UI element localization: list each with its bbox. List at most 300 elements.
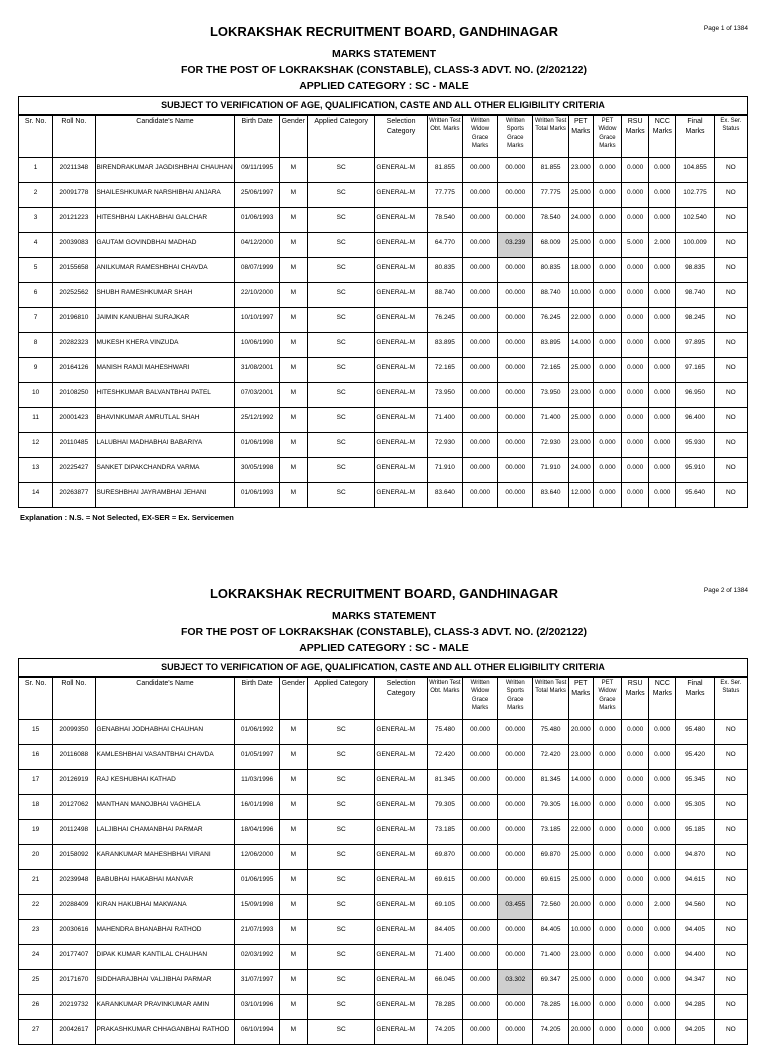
final-marks-cell: 98.835 <box>676 258 714 283</box>
final-marks-cell: 95.930 <box>676 433 714 458</box>
sr-no-cell: 20 <box>19 845 53 870</box>
pet-widow-grace-marks-cell: 0.000 <box>593 870 621 895</box>
written-test-obt-marks-cell: 77.775 <box>427 183 462 208</box>
roll-no-cell: 20001423 <box>53 408 95 433</box>
table-row <box>19 308 748 333</box>
rsu-marks-cell: 0.000 <box>622 258 649 283</box>
birth-date-cell: 01/06/1993 <box>235 483 279 508</box>
written-test-obt-marks-cell: 72.420 <box>427 745 462 770</box>
roll-no-cell: 20263877 <box>53 483 95 508</box>
pet-marks-cell: 25.000 <box>568 408 593 433</box>
header-written-widow-grace-marks: Written Widow Grace Marks <box>462 116 497 158</box>
ncc-marks-cell: 0.000 <box>649 845 676 870</box>
pet-widow-grace-marks-cell: 0.000 <box>593 845 621 870</box>
pet-widow-grace-marks-cell: 0.000 <box>593 383 621 408</box>
selection-category-cell: GENERAL-M <box>375 258 427 283</box>
gender-cell: M <box>279 945 307 970</box>
table-row <box>19 383 748 408</box>
written-test-total-marks-cell: 69.615 <box>533 870 568 895</box>
roll-no-cell: 20282323 <box>53 333 95 358</box>
header-written-test-obt-marks: Written Test Obt. Marks <box>427 116 462 158</box>
candidate-name-cell: SHAILESHKUMAR NARSHIBHAI ANJARA <box>95 183 235 208</box>
selection-category-cell: GENERAL-M <box>375 408 427 433</box>
ncc-marks-cell: 0.000 <box>649 408 676 433</box>
written-sports-grace-marks-cell: 00.000 <box>498 795 533 820</box>
final-marks-cell: 102.775 <box>676 183 714 208</box>
pet-widow-grace-marks-cell: 0.000 <box>593 208 621 233</box>
roll-no-cell: 20126919 <box>53 770 95 795</box>
ex-ser-status-cell: NO <box>714 233 747 258</box>
applied-category-cell: SC <box>307 795 374 820</box>
applied-category-cell: SC <box>307 720 374 745</box>
written-test-total-marks-cell: 81.345 <box>533 770 568 795</box>
header-written-test-total-marks: Written Test Total Marks <box>533 678 568 720</box>
pet-widow-grace-marks-cell: 0.000 <box>593 970 621 995</box>
roll-no-cell: 20288409 <box>53 895 95 920</box>
ncc-marks-cell: 0.000 <box>649 183 676 208</box>
written-sports-grace-marks-cell: 00.000 <box>498 408 533 433</box>
ex-ser-status-cell: NO <box>714 720 747 745</box>
final-marks-cell: 95.480 <box>676 720 714 745</box>
written-sports-grace-marks-cell: 00.000 <box>498 745 533 770</box>
written-widow-grace-marks-cell: 00.000 <box>462 970 497 995</box>
candidate-name-cell: BABUBHAI HAKABHAI MANVAR <box>95 870 235 895</box>
ex-ser-status-cell: NO <box>714 208 747 233</box>
written-widow-grace-marks-cell: 00.000 <box>462 383 497 408</box>
applied-category-cell: SC <box>307 1020 374 1045</box>
candidate-name-cell: SANKET DIPAKCHANDRA VARMA <box>95 458 235 483</box>
ex-ser-status-cell: NO <box>714 258 747 283</box>
gender-cell: M <box>279 158 307 183</box>
applied-category-cell: SC <box>307 745 374 770</box>
rsu-marks-cell: 5.000 <box>622 233 649 258</box>
gender-cell: M <box>279 258 307 283</box>
written-test-total-marks-cell: 84.405 <box>533 920 568 945</box>
gender-cell: M <box>279 233 307 258</box>
candidate-name-cell: KIRAN HAKUBHAI MAKWANA <box>95 895 235 920</box>
table-row <box>19 870 748 895</box>
applied-category-cell: SC <box>307 333 374 358</box>
ex-ser-status-cell: NO <box>714 308 747 333</box>
selection-category-cell: GENERAL-M <box>375 895 427 920</box>
written-test-total-marks-cell: 79.305 <box>533 795 568 820</box>
ex-ser-status-cell: NO <box>714 1020 747 1045</box>
pet-marks-cell: 25.000 <box>568 870 593 895</box>
ex-ser-status-cell: NO <box>714 945 747 970</box>
written-test-obt-marks-cell: 84.405 <box>427 920 462 945</box>
written-test-obt-marks-cell: 69.870 <box>427 845 462 870</box>
ex-ser-status-cell: NO <box>714 820 747 845</box>
table-row <box>19 945 748 970</box>
pet-marks-cell: 16.000 <box>568 995 593 1020</box>
sr-no-cell: 26 <box>19 995 53 1020</box>
written-test-total-marks-cell: 72.420 <box>533 745 568 770</box>
candidate-name-cell: LALJIBHAI CHAMANBHAI PARMAR <box>95 820 235 845</box>
final-marks-cell: 98.740 <box>676 283 714 308</box>
gender-cell: M <box>279 283 307 308</box>
rsu-marks-cell: 0.000 <box>622 845 649 870</box>
gender-cell: M <box>279 895 307 920</box>
birth-date-cell: 10/06/1990 <box>235 333 279 358</box>
birth-date-cell: 30/05/1998 <box>235 458 279 483</box>
sr-no-cell: 9 <box>19 358 53 383</box>
written-test-total-marks-cell: 69.870 <box>533 845 568 870</box>
birth-date-cell: 16/01/1998 <box>235 795 279 820</box>
pet-marks-cell: 24.000 <box>568 458 593 483</box>
selection-category-cell: GENERAL-M <box>375 458 427 483</box>
pet-widow-grace-marks-cell: 0.000 <box>593 258 621 283</box>
birth-date-cell: 09/11/1995 <box>235 158 279 183</box>
birth-date-cell: 04/12/2000 <box>235 233 279 258</box>
written-widow-grace-marks-cell: 00.000 <box>462 1020 497 1045</box>
birth-date-cell: 01/06/1998 <box>235 433 279 458</box>
header-candidate-name: Candidate's Name <box>95 116 235 158</box>
written-test-obt-marks-cell: 73.950 <box>427 383 462 408</box>
written-sports-grace-marks-cell: 00.000 <box>498 383 533 408</box>
final-marks-cell: 97.895 <box>676 333 714 358</box>
ex-ser-status-cell: NO <box>714 483 747 508</box>
table-row <box>19 845 748 870</box>
roll-no-cell: 20039083 <box>53 233 95 258</box>
pet-widow-grace-marks-cell: 0.000 <box>593 183 621 208</box>
candidate-name-cell: KAMLESHBHAI VASANTBHAI CHAVDA <box>95 745 235 770</box>
selection-category-cell: GENERAL-M <box>375 745 427 770</box>
written-test-obt-marks-cell: 72.930 <box>427 433 462 458</box>
pet-widow-grace-marks-cell: 0.000 <box>593 333 621 358</box>
header-ex-ser-status: Ex. Ser. Status <box>714 678 747 720</box>
ncc-marks-cell: 0.000 <box>649 458 676 483</box>
birth-date-cell: 22/10/2000 <box>235 283 279 308</box>
written-widow-grace-marks-cell: 00.000 <box>462 458 497 483</box>
rsu-marks-cell: 0.000 <box>622 208 649 233</box>
written-test-obt-marks-cell: 88.740 <box>427 283 462 308</box>
ex-ser-status-cell: NO <box>714 745 747 770</box>
sr-no-cell: 22 <box>19 895 53 920</box>
applied-category-cell: SC <box>307 283 374 308</box>
sr-no-cell: 3 <box>19 208 53 233</box>
written-widow-grace-marks-cell: 00.000 <box>462 820 497 845</box>
ncc-marks-cell: 0.000 <box>649 945 676 970</box>
ex-ser-status-cell: NO <box>714 433 747 458</box>
written-sports-grace-marks-cell: 00.000 <box>498 995 533 1020</box>
applied-category-cell: SC <box>307 183 374 208</box>
header-pet-widow-grace-marks: PET Widow Grace Marks <box>593 678 621 720</box>
written-widow-grace-marks-cell: 00.000 <box>462 870 497 895</box>
gender-cell: M <box>279 720 307 745</box>
selection-category-cell: GENERAL-M <box>375 1020 427 1045</box>
candidate-name-cell: LALUBHAI MADHABHAI BABARIYA <box>95 433 235 458</box>
written-sports-grace-marks-cell: 00.000 <box>498 820 533 845</box>
header-row <box>19 678 748 720</box>
written-widow-grace-marks-cell: 00.000 <box>462 945 497 970</box>
rsu-marks-cell: 0.000 <box>622 183 649 208</box>
ncc-marks-cell: 0.000 <box>649 820 676 845</box>
written-test-total-marks-cell: 78.540 <box>533 208 568 233</box>
rsu-marks-cell: 0.000 <box>622 970 649 995</box>
selection-category-cell: GENERAL-M <box>375 920 427 945</box>
final-marks-cell: 95.345 <box>676 770 714 795</box>
board-title: LOKRAKSHAK RECRUITMENT BOARD, GANDHINAGAR <box>209 24 559 39</box>
pet-marks-cell: 24.000 <box>568 208 593 233</box>
applied-category-cell: SC <box>307 158 374 183</box>
header-gender: Gender <box>279 116 307 158</box>
ncc-marks-cell: 2.000 <box>649 233 676 258</box>
written-test-total-marks-cell: 75.480 <box>533 720 568 745</box>
pet-widow-grace-marks-cell: 0.000 <box>593 483 621 508</box>
pet-marks-cell: 23.000 <box>568 383 593 408</box>
pet-widow-grace-marks-cell: 0.000 <box>593 308 621 333</box>
sr-no-cell: 7 <box>19 308 53 333</box>
header-applied-category: Applied Category <box>307 678 374 720</box>
applied-category-cell: SC <box>307 870 374 895</box>
written-test-total-marks-cell: 83.895 <box>533 333 568 358</box>
selection-category-cell: GENERAL-M <box>375 945 427 970</box>
applied-category-cell: SC <box>307 770 374 795</box>
written-test-total-marks-cell: 83.640 <box>533 483 568 508</box>
candidate-name-cell: KARANKUMAR PRAVINKUMAR AMIN <box>95 995 235 1020</box>
pet-marks-cell: 25.000 <box>568 358 593 383</box>
written-sports-grace-marks-cell: 00.000 <box>498 720 533 745</box>
pet-marks-cell: 10.000 <box>568 920 593 945</box>
gender-cell: M <box>279 820 307 845</box>
candidate-name-cell: SIDDHARAJBHAI VALJIBHAI PARMAR <box>95 970 235 995</box>
roll-no-cell: 20211348 <box>53 158 95 183</box>
selection-category-cell: GENERAL-M <box>375 208 427 233</box>
candidate-name-cell: BIRENDRAKUMAR JAGDISHBHAI CHAUHAN <box>95 158 235 183</box>
selection-category-cell: GENERAL-M <box>375 483 427 508</box>
written-test-obt-marks-cell: 76.245 <box>427 308 462 333</box>
ncc-marks-cell: 0.000 <box>649 870 676 895</box>
header-written-test-obt-marks: Written Test Obt. Marks <box>427 678 462 720</box>
pet-widow-grace-marks-cell: 0.000 <box>593 358 621 383</box>
post-title: FOR THE POST OF LOKRAKSHAK (CONSTABLE), CLASS-3 ADVT. NO. (2/202122) <box>180 64 588 76</box>
rsu-marks-cell: 0.000 <box>622 408 649 433</box>
written-widow-grace-marks-cell: 00.000 <box>462 158 497 183</box>
table-row <box>19 483 748 508</box>
candidate-name-cell: JAIMIN KANUBHAI SURAJKAR <box>95 308 235 333</box>
ncc-marks-cell: 0.000 <box>649 1020 676 1045</box>
sr-no-cell: 27 <box>19 1020 53 1045</box>
roll-no-cell: 20171670 <box>53 970 95 995</box>
pet-widow-grace-marks-cell: 0.000 <box>593 283 621 308</box>
pet-marks-cell: 20.000 <box>568 1020 593 1045</box>
sr-no-cell: 4 <box>19 233 53 258</box>
applied-category-cell: SC <box>307 258 374 283</box>
category-title: APPLIED CATEGORY : SC - MALE <box>299 642 469 654</box>
birth-date-cell: 02/03/1992 <box>235 945 279 970</box>
written-test-total-marks-cell: 80.835 <box>533 258 568 283</box>
written-test-obt-marks-cell: 78.285 <box>427 995 462 1020</box>
post-title: FOR THE POST OF LOKRAKSHAK (CONSTABLE), CLASS-3 ADVT. NO. (2/202122) <box>180 626 588 638</box>
ex-ser-status-cell: NO <box>714 408 747 433</box>
sr-no-cell: 6 <box>19 283 53 308</box>
roll-no-cell: 20155658 <box>53 258 95 283</box>
header-applied-category: Applied Category <box>307 116 374 158</box>
final-marks-cell: 94.205 <box>676 1020 714 1045</box>
gender-cell: M <box>279 433 307 458</box>
sr-no-cell: 24 <box>19 945 53 970</box>
header-ncc-marks: NCC Marks <box>649 678 676 720</box>
final-marks-cell: 95.910 <box>676 458 714 483</box>
pet-marks-cell: 25.000 <box>568 233 593 258</box>
rsu-marks-cell: 0.000 <box>622 820 649 845</box>
sr-no-cell: 17 <box>19 770 53 795</box>
gender-cell: M <box>279 745 307 770</box>
birth-date-cell: 15/09/1998 <box>235 895 279 920</box>
final-marks-cell: 95.640 <box>676 483 714 508</box>
header-roll-no: Roll No. <box>53 678 95 720</box>
applied-category-cell: SC <box>307 970 374 995</box>
sr-no-cell: 18 <box>19 795 53 820</box>
birth-date-cell: 25/06/1997 <box>235 183 279 208</box>
birth-date-cell: 10/10/1997 <box>235 308 279 333</box>
pet-marks-cell: 25.000 <box>568 183 593 208</box>
written-sports-grace-marks-cell: 00.000 <box>498 333 533 358</box>
applied-category-cell: SC <box>307 945 374 970</box>
written-test-obt-marks-cell: 69.105 <box>427 895 462 920</box>
written-widow-grace-marks-cell: 00.000 <box>462 770 497 795</box>
sr-no-cell: 5 <box>19 258 53 283</box>
selection-category-cell: GENERAL-M <box>375 720 427 745</box>
ex-ser-status-cell: NO <box>714 920 747 945</box>
written-sports-grace-marks-cell: 00.000 <box>498 845 533 870</box>
selection-category-cell: GENERAL-M <box>375 383 427 408</box>
rsu-marks-cell: 0.000 <box>622 920 649 945</box>
header-pet-widow-grace-marks: PET Widow Grace Marks <box>593 116 621 158</box>
applied-category-cell: SC <box>307 920 374 945</box>
table-row <box>19 408 748 433</box>
pet-marks-cell: 20.000 <box>568 720 593 745</box>
applied-category-cell: SC <box>307 233 374 258</box>
candidate-name-cell: GENABHAI JODHABHAI CHAUHAN <box>95 720 235 745</box>
written-test-total-marks-cell: 88.740 <box>533 283 568 308</box>
candidate-name-cell: KARANKUMAR MAHESHBHAI VIRANI <box>95 845 235 870</box>
applied-category-cell: SC <box>307 358 374 383</box>
category-title: APPLIED CATEGORY : SC - MALE <box>299 80 469 92</box>
table-body <box>19 720 748 1045</box>
ex-ser-status-cell: NO <box>714 770 747 795</box>
rsu-marks-cell: 0.000 <box>622 870 649 895</box>
selection-category-cell: GENERAL-M <box>375 333 427 358</box>
gender-cell: M <box>279 845 307 870</box>
sr-no-cell: 10 <box>19 383 53 408</box>
birth-date-cell: 21/07/1993 <box>235 920 279 945</box>
gender-cell: M <box>279 358 307 383</box>
table-row <box>19 920 748 945</box>
header-pet-marks: PET Marks <box>568 116 593 158</box>
pet-widow-grace-marks-cell: 0.000 <box>593 795 621 820</box>
selection-category-cell: GENERAL-M <box>375 845 427 870</box>
ncc-marks-cell: 0.000 <box>649 795 676 820</box>
final-marks-cell: 95.305 <box>676 795 714 820</box>
ex-ser-status-cell: NO <box>714 333 747 358</box>
verification-note: SUBJECT TO VERIFICATION OF AGE, QUALIFICATION, CASTE AND ALL OTHER ELIGIBILITY CRITERIA <box>18 658 748 677</box>
gender-cell: M <box>279 183 307 208</box>
candidate-name-cell: ANILKUMAR RAMESHBHAI CHAVDA <box>95 258 235 283</box>
applied-category-cell: SC <box>307 995 374 1020</box>
applied-category-cell: SC <box>307 308 374 333</box>
gender-cell: M <box>279 208 307 233</box>
written-test-obt-marks-cell: 71.910 <box>427 458 462 483</box>
verification-note: SUBJECT TO VERIFICATION OF AGE, QUALIFICATION, CASTE AND ALL OTHER ELIGIBILITY CRITERIA <box>18 96 748 115</box>
applied-category-cell: SC <box>307 483 374 508</box>
final-marks-cell: 94.400 <box>676 945 714 970</box>
pet-widow-grace-marks-cell: 0.000 <box>593 458 621 483</box>
candidate-name-cell: DIPAK KUMAR KANTILAL CHAUHAN <box>95 945 235 970</box>
candidate-name-cell: HITESHBHAI LAKHABHAI GALCHAR <box>95 208 235 233</box>
roll-no-cell: 20110485 <box>53 433 95 458</box>
written-widow-grace-marks-cell: 00.000 <box>462 745 497 770</box>
applied-category-cell: SC <box>307 433 374 458</box>
applied-category-cell: SC <box>307 408 374 433</box>
written-test-total-marks-cell: 73.950 <box>533 383 568 408</box>
table-row <box>19 233 748 258</box>
rsu-marks-cell: 0.000 <box>622 1020 649 1045</box>
written-widow-grace-marks-cell: 00.000 <box>462 283 497 308</box>
roll-no-cell: 20239948 <box>53 870 95 895</box>
rsu-marks-cell: 0.000 <box>622 158 649 183</box>
marks-table <box>18 677 748 1045</box>
written-sports-grace-marks-cell: 00.000 <box>498 770 533 795</box>
sr-no-cell: 15 <box>19 720 53 745</box>
board-title: LOKRAKSHAK RECRUITMENT BOARD, GANDHINAGAR <box>209 586 559 601</box>
written-test-total-marks-cell: 71.400 <box>533 945 568 970</box>
roll-no-cell: 20030616 <box>53 920 95 945</box>
roll-no-cell: 20121223 <box>53 208 95 233</box>
written-test-obt-marks-cell: 72.165 <box>427 358 462 383</box>
pet-marks-cell: 23.000 <box>568 945 593 970</box>
written-test-obt-marks-cell: 78.540 <box>427 208 462 233</box>
table-row <box>19 208 748 233</box>
birth-date-cell: 01/06/1993 <box>235 208 279 233</box>
written-test-total-marks-cell: 69.347 <box>533 970 568 995</box>
final-marks-cell: 94.615 <box>676 870 714 895</box>
pet-widow-grace-marks-cell: 0.000 <box>593 895 621 920</box>
selection-category-cell: GENERAL-M <box>375 158 427 183</box>
ex-ser-status-cell: NO <box>714 183 747 208</box>
rsu-marks-cell: 0.000 <box>622 483 649 508</box>
gender-cell: M <box>279 483 307 508</box>
written-test-obt-marks-cell: 64.770 <box>427 233 462 258</box>
ex-ser-status-cell: NO <box>714 970 747 995</box>
ncc-marks-cell: 0.000 <box>649 383 676 408</box>
ncc-marks-cell: 0.000 <box>649 770 676 795</box>
sr-no-cell: 13 <box>19 458 53 483</box>
pet-widow-grace-marks-cell: 0.000 <box>593 745 621 770</box>
candidate-name-cell: RAJ KESHUBHAI KATHAD <box>95 770 235 795</box>
written-sports-grace-marks-cell: 00.000 <box>498 358 533 383</box>
ncc-marks-cell: 0.000 <box>649 970 676 995</box>
roll-no-cell: 20112498 <box>53 820 95 845</box>
candidate-name-cell: HITESHKUMAR BALVANTBHAI PATEL <box>95 383 235 408</box>
header-written-sports-grace-marks: Written Sports Grace Marks <box>498 678 533 720</box>
written-widow-grace-marks-cell: 00.000 <box>462 308 497 333</box>
explanation-note: Explanation : N.S. = Not Selected, EX-SER = Ex. Servicemen <box>20 513 234 522</box>
written-test-total-marks-cell: 72.165 <box>533 358 568 383</box>
table-row <box>19 283 748 308</box>
written-widow-grace-marks-cell: 00.000 <box>462 208 497 233</box>
header-gender: Gender <box>279 678 307 720</box>
written-test-total-marks-cell: 76.245 <box>533 308 568 333</box>
written-test-total-marks-cell: 78.285 <box>533 995 568 1020</box>
birth-date-cell: 08/07/1999 <box>235 258 279 283</box>
ncc-marks-cell: 2.000 <box>649 895 676 920</box>
table-row <box>19 1020 748 1045</box>
pet-marks-cell: 14.000 <box>568 333 593 358</box>
roll-no-cell: 20196810 <box>53 308 95 333</box>
header-final-marks: Final Marks <box>676 116 714 158</box>
birth-date-cell: 31/08/2001 <box>235 358 279 383</box>
